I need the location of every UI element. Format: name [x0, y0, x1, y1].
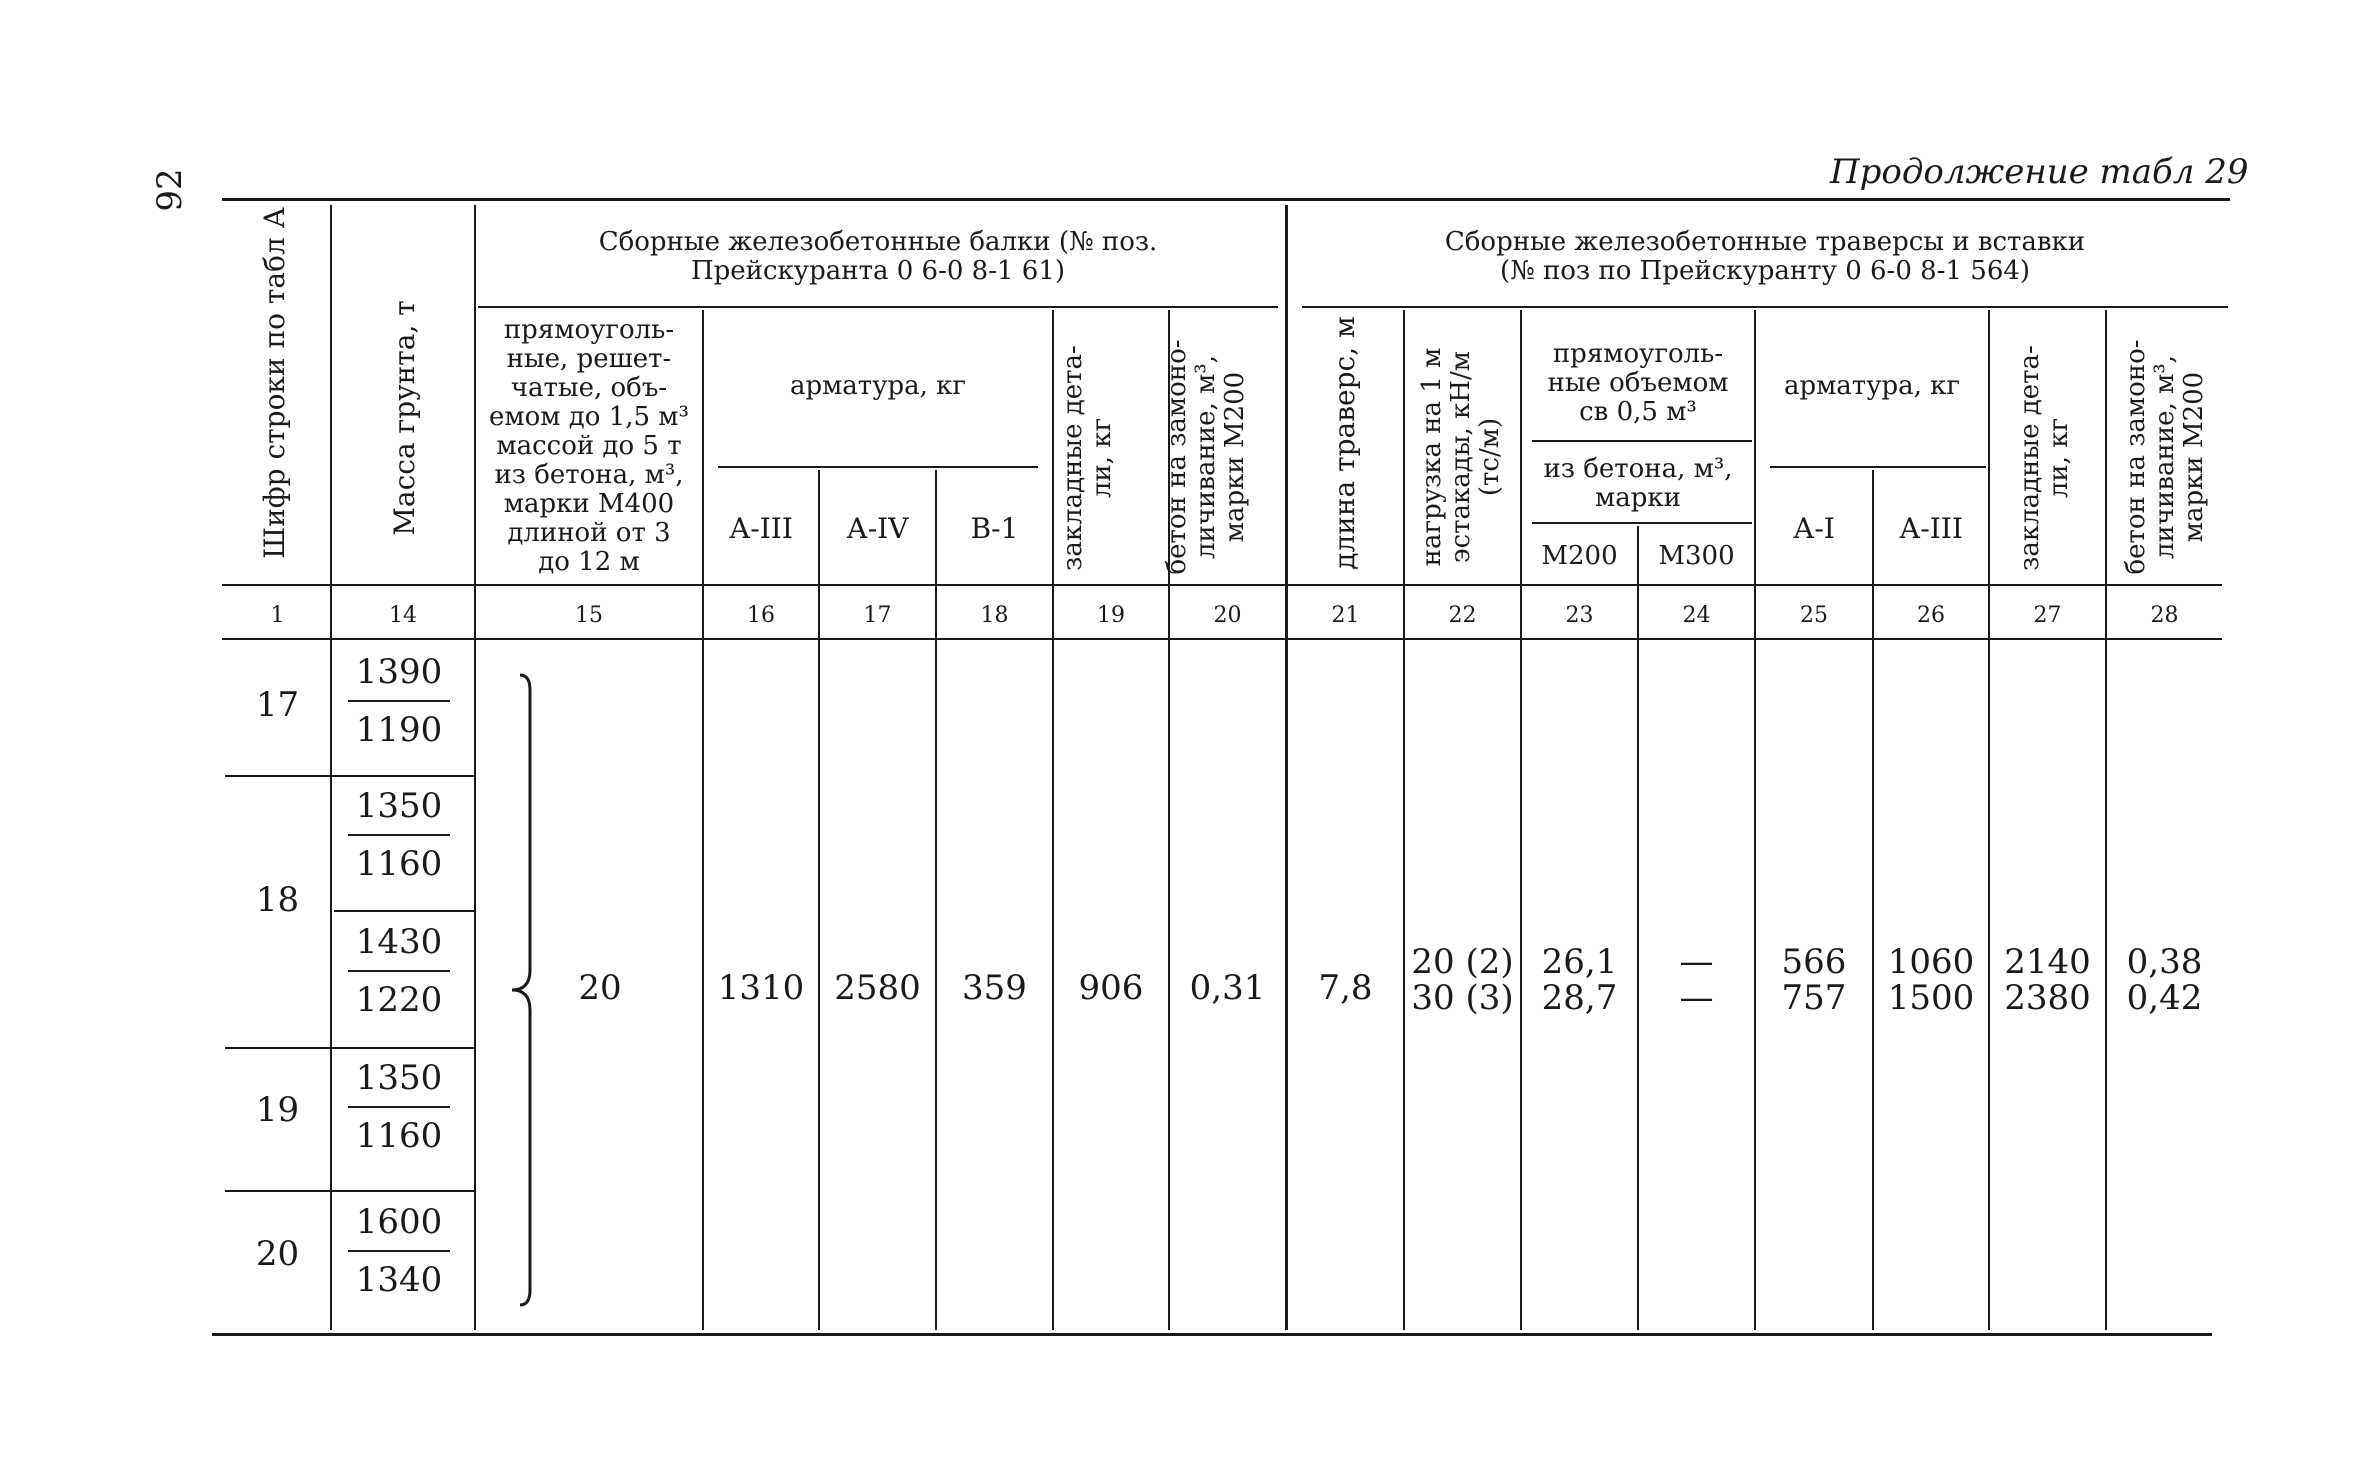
col-divider	[1052, 310, 1054, 1330]
header-beam-grout-concrete: бетон на замоно- личивание, м³, марки М200	[1162, 339, 1250, 575]
volume-underline	[1532, 440, 1752, 442]
header-traverse-group: Сборные железобетонные траверсы и вставки (№ поз по Прейскуранту 0 6-0 8-1 564)	[1444, 227, 2086, 286]
header-traverse-volume: прямоуголь- ные объемом св 0,5 м³	[1547, 339, 1729, 427]
header-traverse-length: длина траверс, м	[1328, 316, 1361, 570]
column-number: 23	[1565, 603, 1594, 628]
concrete-underline	[1532, 522, 1752, 524]
column-number: 14	[389, 603, 417, 628]
column-number: 18	[980, 603, 1009, 628]
row-sep-17-18	[225, 775, 475, 777]
header-col18: В-1	[970, 512, 1019, 545]
table-title: Продолжение табл 29	[1830, 152, 2249, 192]
soil-mass-fraction: 1390 1190	[334, 650, 464, 752]
column-number: 15	[575, 603, 603, 628]
header-col17: А-IV	[846, 512, 909, 545]
column-number: 17	[863, 603, 892, 628]
soil-mass-fraction: 1600 1340	[334, 1200, 464, 1302]
column-number: 24	[1682, 603, 1711, 628]
row-code-19: 19	[255, 1090, 300, 1130]
col-divider	[1988, 310, 1990, 1330]
row-sep-18-19	[225, 1047, 475, 1049]
header-traverse-embedded: закладные дета- ли, кг	[2015, 345, 2074, 571]
col-divider	[818, 470, 820, 1330]
soil-mass-fraction: 1350 1160	[334, 1056, 464, 1158]
cell-armature-b1: 359	[962, 968, 1027, 1008]
cell-armature-a4: 2580	[834, 968, 921, 1008]
bottom-rule	[212, 1333, 2212, 1336]
header-beam-armature: арматура, кг	[789, 371, 967, 401]
col-divider	[1754, 310, 1756, 1330]
row-code-20: 20	[255, 1234, 300, 1274]
header-traverse-concrete: из бетона, м³, марки	[1543, 454, 1733, 513]
column-number: 22	[1448, 603, 1477, 628]
top-rule	[222, 198, 2230, 201]
header-trestle-load: нагрузка на 1 м эстакады, кН/м (тс/м)	[1417, 347, 1505, 567]
column-number: 16	[747, 603, 775, 628]
cell-trestle-load: 20 (2) 30 (3)	[1411, 942, 1514, 1018]
cell-concrete-m300: — —	[1679, 942, 1714, 1018]
header-col26: А-III	[1899, 512, 1963, 545]
cell-traverse-armature-a3: 1060 1500	[1887, 942, 1975, 1018]
col-divider	[1872, 470, 1874, 1330]
row-sep-18-inner	[334, 910, 475, 912]
column-number: 27	[2033, 603, 2062, 628]
column-number: 25	[1800, 603, 1828, 628]
column-number: 26	[1917, 603, 1945, 628]
cell-traverse-grout: 0,38 0,42	[2126, 942, 2203, 1018]
traverse-group-underline	[1302, 306, 2228, 308]
numbers-bottom-rule	[222, 638, 2222, 640]
header-col24: М300	[1658, 541, 1735, 571]
soil-mass-fraction: 1430 1220	[334, 920, 464, 1022]
header-beams-group: Сборные железобетонные балки (№ поз. Прейскуранта 0 6-0 8-1 61)	[598, 227, 1158, 286]
column-number: 21	[1331, 603, 1360, 628]
header-beam-description: прямоуголь- ные, решет- чатые, объ- емом до 1,5 м³ массой до 5 т из бетона, м³, марки М400 длиной от 3 до 12 м	[489, 315, 689, 577]
beams-armature-underline	[718, 466, 1038, 468]
row-code-17: 17	[255, 685, 300, 725]
col-divider	[1285, 205, 1288, 1330]
row-code-18: 18	[255, 880, 300, 920]
col-divider	[330, 205, 332, 1330]
row-sep-19-20	[225, 1190, 475, 1192]
header-traverse-armature: арматура, кг	[1783, 371, 1961, 401]
header-col23: М200	[1541, 541, 1618, 571]
column-number: 19	[1097, 603, 1125, 628]
traverse-armature-underline	[1770, 466, 1986, 468]
col-divider	[935, 470, 937, 1330]
header-col16: А-III	[729, 512, 793, 545]
header-col25: А-I	[1793, 512, 1835, 545]
cell-beam-embedded: 906	[1078, 968, 1144, 1008]
header-row-code: Шифр строки по табл А	[258, 207, 291, 559]
cell-armature-a3: 1310	[717, 968, 805, 1008]
col-divider	[1403, 310, 1405, 1330]
cell-beam-grout: 0,31	[1189, 968, 1266, 1008]
header-beam-embedded: закладные дета- ли, кг	[1058, 345, 1117, 571]
cell-concrete-m200: 26,1 28,7	[1541, 942, 1618, 1018]
cell-traverse-length: 7,8	[1318, 968, 1373, 1008]
cell-armature-a1: 566 757	[1781, 942, 1847, 1018]
column-number: 20	[1213, 603, 1242, 628]
cell-beam-volume: 20	[578, 968, 622, 1008]
header-soil-mass: Масса грунта, т	[388, 300, 421, 536]
header-traverse-grout-concrete: бетон на замоно- личивание, м³, марки М200	[2121, 339, 2209, 575]
cell-traverse-embedded: 2140 2380	[2004, 942, 2091, 1018]
page-number: 92	[150, 168, 190, 212]
col-divider	[1637, 526, 1639, 1330]
soil-mass-fraction: 1350 1160	[334, 784, 464, 886]
column-number: 28	[2150, 603, 2179, 628]
beams-group-underline	[478, 306, 1278, 308]
col-divider	[702, 310, 704, 1330]
col-divider	[2105, 310, 2107, 1330]
column-number: 1	[270, 603, 285, 628]
